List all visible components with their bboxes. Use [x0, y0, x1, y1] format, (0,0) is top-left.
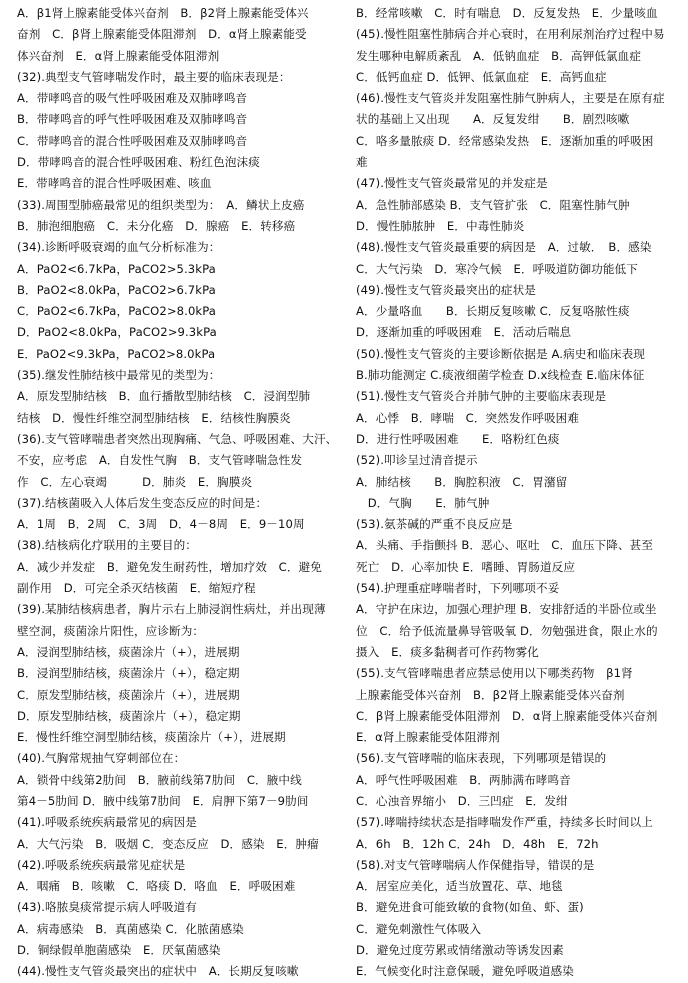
right-column-text-line: C．β肾上腺素能受体阻滞剂 D．α肾上腺素能受体兴奋剂 — [356, 708, 658, 723]
right-column-text-line: (56).支气管哮喘的临床表现，下列哪项是错误的 — [356, 751, 607, 766]
left-column-text-line: 作 C．左心衰竭 D．肺炎 E．胸膜炎 — [17, 474, 253, 489]
right-column-text-line: (49).慢性支气管炎最突出的症状是 — [356, 282, 537, 297]
right-column-text-line: E．气候变化时注意保暖，避免呼吸道感染 — [356, 964, 574, 979]
right-column-text-line: C．心浊音界缩小 D．三凹症 E．发绀 — [356, 793, 568, 808]
right-column-text-line: D．进行性呼吸困难 E．咯粉红色痰 — [356, 431, 560, 446]
right-column-text-line: A．头痛、手指颤抖 B．恶心、呕吐 C．血压下降、甚至 — [356, 538, 654, 553]
left-column-text-line: 体兴奋剂 E．α肾上腺素能受体阻滞剂 — [17, 48, 220, 63]
right-column-text-line: A．6h B．12h C．24h D．48h E．72h — [356, 836, 599, 851]
right-column-text-line: 摄入 E．痰多黏稠者可作药物雾化 — [356, 644, 539, 659]
left-column-text-line: (37).结核菌吸入人体后发生变态反应的时间是： — [17, 495, 268, 510]
right-column-text-line: D．避免过度劳累或情绪激动等诱发因素 — [356, 943, 564, 958]
right-column-text-line: (57).哮喘持续状态是指哮喘发作严重，持续多长时间以上 — [356, 815, 653, 830]
left-column-text-line: A．锁骨中线第2肋间 B．腋前线第7肋间 C．腋中线 — [17, 772, 302, 787]
left-column-text-line: E．PaO2<9.3kPa，PaCO2>8.0kPa — [17, 346, 216, 361]
right-column-text-line: B．经常咳嗽 C．时有喘息 D．反复发热 E．少量咳血 — [356, 6, 658, 20]
left-column-text-line: D．铜绿假单胞菌感染 E．厌氧菌感染 — [17, 943, 221, 958]
left-column-text-line: B．浸润型肺结核，痰菌涂片（+），稳定期 — [17, 666, 240, 681]
right-column-text-line: A．守护在床边，加强心理护理 B．安排舒适的半卧位或坐 — [356, 602, 657, 617]
right-column-text-line: A．少量咯血 B．长期反复咳嗽 C．反复咯脓性痰 — [356, 304, 630, 319]
right-column-text-line: (52).叩诊呈过清音提示 — [356, 453, 478, 468]
left-column-text-line: (35).继发性肺结核中最常见的类型为： — [17, 368, 221, 383]
right-column-text-line: B.肺功能测定 C.痰液细菌学检查 D.x线检查 E.临床体征 — [356, 368, 645, 383]
right-column-text-line: 上腺素能受体兴奋剂 B．β2肾上腺素能受体兴奋剂 — [356, 687, 625, 702]
right-column-text-line: A．肺结核 B．胸腔积液 C．胃潴留 — [356, 474, 568, 489]
right-column-text-line: (51).慢性支气管炎合并肺气肿的主要临床表现是 — [356, 389, 607, 404]
right-column-text-line: (47).慢性支气管炎最常见的并发症是 — [356, 176, 548, 191]
left-column-text-line: A．浸润型肺结核，痰菌涂片（+），进展期 — [17, 644, 240, 659]
left-column-text-line: C．PaO2<6.7kPa，PaCO2>8.0kPa — [17, 304, 217, 319]
left-column-text-line: (43).咯脓臭痰常提示病人呼吸道有 — [17, 900, 198, 915]
left-column-text-line: (44).慢性支气管炎最突出的症状中 A．长期反复咳嗽 — [17, 964, 299, 979]
left-column-text-line: (36).支气管哮喘患者突然出现胸痛、气急、呼吸困难、大汗、 — [17, 431, 338, 446]
right-column-text-line: C．避免刺激性气体吸入 — [356, 921, 482, 936]
right-column-text-line: (54).护理重症哮喘者时，下列哪项不妥 — [356, 581, 560, 596]
left-column-text-line: (33).周围型肺癌最常见的组织类型为： A．鳞状上皮癌 — [17, 197, 305, 212]
left-column-text-line: A．原发型肺结核 B．血行播散型肺结核 C．浸润型肺 — [17, 389, 311, 404]
left-column-text-line: B．带哮鸣音的呼气性呼吸困难及双肺哮鸣音 — [17, 112, 248, 127]
left-column-text-line: A．PaO2<6.7kPa，PaCO2>5.3kPa — [17, 261, 216, 276]
right-column-text-line: C．大气污染 D．寒冷气候 E．呼吸道防御功能低下 — [356, 261, 638, 276]
right-column-text-line: E．α肾上腺素能受体阻滞剂 — [356, 730, 500, 745]
left-column-text-line: A．1周 B．2周 C．3周 D．4－8周 E．9－10周 — [17, 517, 305, 532]
right-column-text-line: (53).氨茶碱的严重不良反应是 — [356, 517, 513, 532]
right-column-text-line: 发生哪种电解质紊乱 A．低钠血症 B．高钾低氯血症 — [356, 48, 642, 63]
left-column-text-line: A．咽痛 B．咳嗽 C．咯痰 D．咯血 E．呼吸困难 — [17, 879, 296, 894]
right-column-text-line: 难 — [356, 155, 368, 170]
right-column-text-line: A．急性肺部感染 B．支气管扩张 C．阻塞性肺气肿 — [356, 197, 630, 212]
left-column-text-line: A．大气污染 B．吸烟 C．变态反应 D．感染 E．肿瘤 — [17, 836, 319, 851]
right-column-text-line: (48).慢性支气管炎最重要的病因是 A．过敏． B．感染 — [356, 240, 652, 255]
left-column-text-line: D．原发型肺结核，痰菌涂片（+），稳定期 — [17, 708, 241, 723]
right-column — [356, 3, 679, 983]
left-column-text-line: A．病毒感染 B．真菌感染 C．化脓菌感染 — [17, 921, 244, 936]
left-column-text-line: (41).呼吸系统疾病最常见的病因是 — [17, 815, 198, 830]
left-column-text-line: C．原发型肺结核，痰菌涂片（+），进展期 — [17, 687, 240, 702]
left-column-text-line: 第4－5肋间 D．腋中线第7肋间 E．肩胛下第7－9肋间 — [17, 793, 309, 808]
right-column-text-line: C．咯多量脓痰 D．经常感染发热 E．逐渐加重的呼吸困 — [356, 133, 654, 148]
left-column-text-line: (40).气胸常规抽气穿刺部位在： — [17, 751, 186, 766]
left-column-text-line: A．β1肾上腺素能受体兴奋剂 B．β2肾上腺素能受体兴 — [17, 6, 309, 20]
right-column-text-line: A．居室应美化，适当放置花、草、地毯 — [356, 879, 563, 894]
left-column-text-line: (39).某肺结核病患者，胸片示右上肺浸润性病灶，并出现薄 — [17, 602, 326, 617]
right-column-text-line: (58).对支气管哮喘病人作保健指导，错误的是 — [356, 857, 595, 872]
right-column-text-line: D．逐渐加重的呼吸困难 E．活动后喘息 — [356, 325, 572, 340]
left-column-text-line: 奋剂 C．β肾上腺素能受体阻滞剂 D．α肾上腺素能受 — [17, 27, 307, 42]
left-column-text-line: C．带哮鸣音的混合性呼吸困难及双肺哮鸣音 — [17, 133, 248, 148]
right-column-text-line: 状的基础上又出现 A．反复发绀 B．剧烈咳嗽 — [356, 112, 630, 127]
left-column-text-line: 不安，应考虑 A．自发性气胸 B．支气管哮喘急性发 — [17, 453, 303, 468]
left-column-text-line: (38).结核病化疗联用的主要目的： — [17, 538, 198, 553]
left-column-text-line: A．带哮鸣音的吸气性呼吸困难及双肺哮鸣音 — [17, 91, 248, 106]
right-column-text-line: A．呼气性呼吸困难 B．两肺满布哮鸣音 — [356, 772, 571, 787]
left-column-text-line: B．PaO2<8.0kPa，PaCO2>6.7kPa — [17, 282, 216, 297]
left-column-text-line: (32).典型支气管哮喘发作时，最主要的临床表现是： — [17, 69, 291, 84]
right-column-text-line: C．低钙血症 D．低钾、低氯血症 E．高钙血症 — [356, 69, 607, 84]
right-column-text-line: D．气胸 E．肺气肿 — [356, 495, 490, 510]
right-column-text-line: A．心悸 B．哮喘 C．突然发作呼吸困难 — [356, 410, 580, 425]
left-column-text-line: A．减少并发症 B．避免发生耐药性，增加疗效 C．避免 — [17, 559, 322, 574]
right-column-text-line: (55).支气管哮喘患者应禁忌使用以下哪类药物 β1肾 — [356, 666, 633, 681]
right-column-text-line: 位 C．给予低流量鼻导管吸氧 D．勿勉强进食，限止水的 — [356, 623, 658, 638]
right-column-text-line: 死亡 D．心率加快 E．嗜睡、胃肠道反应 — [356, 559, 576, 574]
left-column-text-line: E．慢性纤维空洞型肺结核，痰菌涂片（+），进展期 — [17, 730, 286, 745]
right-column-text-line: B．避免进食可能致敏的食物(如鱼、虾、蛋) — [356, 900, 584, 915]
left-column-text-line: 结核 D．慢性纤维空洞型肺结核 E．结核性胸膜炎 — [17, 410, 291, 425]
left-column-text-line: 壁空洞，痰菌涂片阳性，应诊断为： — [17, 623, 205, 638]
right-column-text-line: (50).慢性支气管炎的主要诊断依据是 A.病史和临床表现 — [356, 346, 645, 361]
right-column-text-line: D．慢性肺脓肿 E．中毒性肺炎 — [356, 218, 525, 233]
left-column-text-line: B．肺泡细胞癌 C．未分化癌 D．腺癌 E．转移癌 — [17, 218, 296, 233]
right-column-text-line: (45).慢性阻塞性肺病合并心衰时，在用利尿剂治疗过程中易 — [356, 27, 665, 42]
left-column — [17, 3, 340, 983]
left-column-text-line: D．带哮鸣音的混合性呼吸困难、粉红色泡沫痰 — [17, 155, 260, 170]
left-column-text-line: (34).诊断呼吸衰竭的血气分析标准为： — [17, 240, 221, 255]
left-column-text-line: 副作用 D．可完全杀灭结核菌 E．缩短疗程 — [17, 581, 256, 596]
left-column-text-line: E．带哮鸣音的混合性呼吸困难、咳血 — [17, 176, 212, 191]
left-column-text-line: D．PaO2<8.0kPa，PaCO2>9.3kPa — [17, 325, 217, 340]
right-column-text-line: (46).慢性支气管炎并发阻塞性肺气肿病人，主要是在原有症 — [356, 91, 665, 106]
left-column-text-line: (42).呼吸系统疾病最常见症状是 — [17, 857, 186, 872]
